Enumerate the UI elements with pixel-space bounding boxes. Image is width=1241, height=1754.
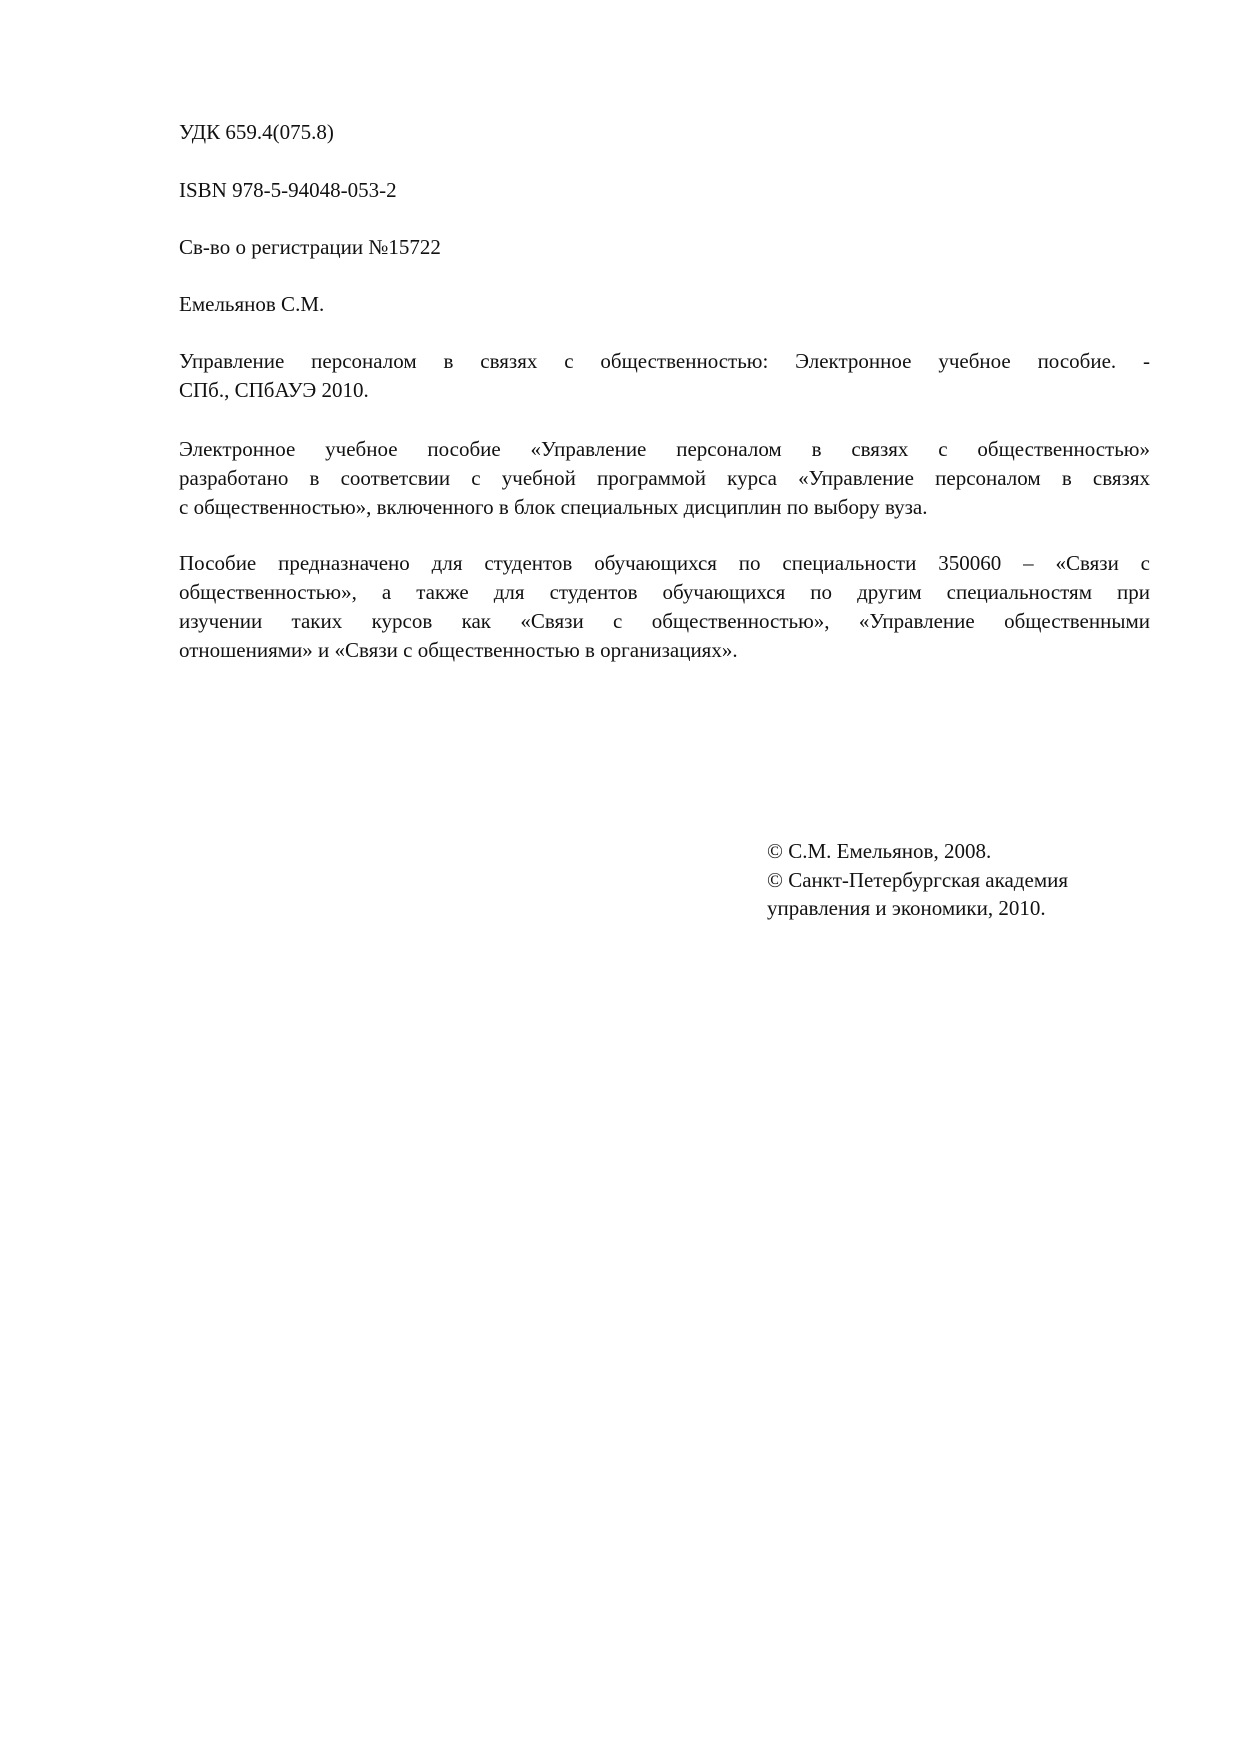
title-line: Управление персоналом в связях с общественностью: Электронное учебное пособие. -: [179, 349, 1150, 373]
abstract-line: разработано в соответсвии с учебной программой курса «Управление персоналом в связях: [179, 466, 1150, 490]
registration-number: Св-во о регистрации №15722: [179, 235, 441, 259]
audience-line: отношениями» и «Связи с общественностью в организациях».: [179, 638, 738, 662]
title-line: СПб., СПбАУЭ 2010.: [179, 378, 369, 402]
copyright-line: управления и экономики, 2010.: [767, 896, 1046, 920]
audience-line: Пособие предназначено для студентов обучающихся по специальности 350060 – «Связи с: [179, 551, 1150, 575]
audience-line: общественностью», а также для студентов обучающихся по другим специальностям при: [179, 580, 1150, 604]
copyright-line: © Санкт-Петербургская академия: [767, 867, 1069, 892]
isbn: ISBN 978-5-94048-053-2: [179, 178, 397, 202]
audience-line: изучении таких курсов как «Связи с общественностью», «Управление общественными: [179, 609, 1150, 633]
abstract-line: с общественностью», включенного в блок специальных дисциплин по выбору вуза.: [179, 495, 928, 519]
bibliographic-title: [179, 347, 1150, 405]
copyright-block: [767, 837, 1068, 923]
copyright-line: © С.М. Емельянов, 2008.: [767, 839, 992, 863]
abstract-line: Электронное учебное пособие «Управление персоналом в связях с общественностью»: [179, 437, 1150, 461]
audience-paragraph: [179, 549, 1150, 665]
abstract-paragraph: [179, 435, 1150, 522]
author: Емельянов С.М.: [179, 292, 325, 316]
udk-code: УДК 659.4(075.8): [179, 120, 334, 144]
